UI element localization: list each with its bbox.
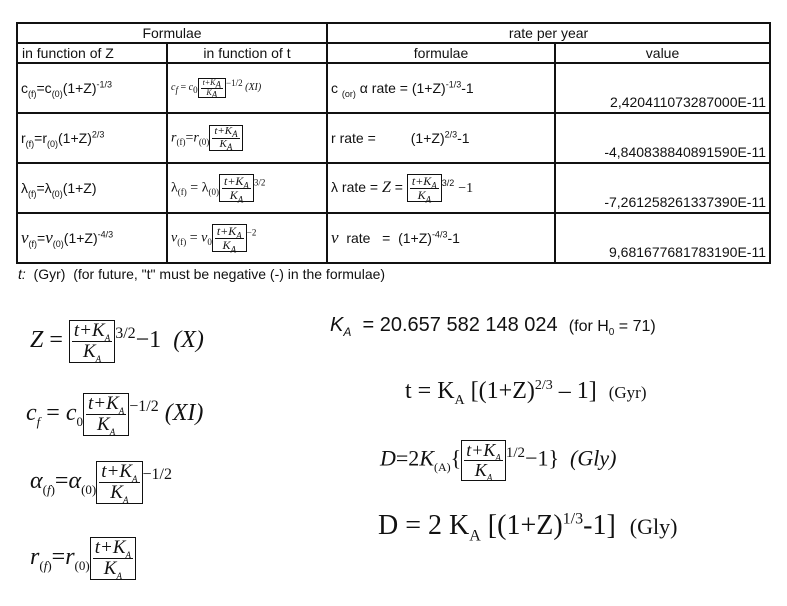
rate-formula-r: r rate = $(1+Z)^{2/3}-1$ bbox=[327, 113, 555, 163]
equation-cf: $c_f = c_0$ $\frac{t+K_A}{K_A}$ $^{-1/2}$ (XI) bbox=[26, 393, 204, 437]
t-eq-tail: [(1+Z) bbox=[464, 378, 535, 404]
z-formula-lambda: $\lambda_{(f)}=\lambda_{(0)}(1+Z)$ bbox=[17, 163, 167, 213]
value-nu: 9,681677681783190E-11 bbox=[555, 213, 770, 263]
equation-alpha: $\alpha_{(f)}=\alpha_{(0)}$ $\frac{t+K_A}{K_A}$ $^{-1/2}$ bbox=[30, 461, 172, 505]
d2-eq-exp: 1/3 bbox=[562, 510, 584, 528]
t-formula-r: $r_{(f)}=r_{(0)}$ $\frac{t+K_A}{K_A}$ bbox=[167, 113, 327, 163]
z-formula-r: $r_{(f)}=r_{(0)}(1+Z)^{2/3}$ bbox=[17, 113, 167, 163]
equation-t: $t = K_A$ $[(1+Z)^{2/3} - 1]$ (Gyr) bbox=[405, 378, 647, 408]
d2-eq-end: -1] bbox=[583, 510, 616, 541]
ka-condition-sub: 0 bbox=[608, 327, 615, 339]
table-row bbox=[17, 63, 770, 113]
col-in-function-t: in function of t bbox=[167, 43, 327, 63]
d2-unit: (Gly) bbox=[629, 514, 678, 539]
value-c: 2,420411073287000E-11 bbox=[555, 63, 770, 113]
col-in-function-z: in function of Z bbox=[17, 43, 167, 63]
table-row bbox=[17, 213, 770, 263]
d2-eq-text: D = 2 K bbox=[378, 510, 470, 541]
ka-label: K bbox=[330, 314, 344, 336]
ka-sub: A bbox=[343, 325, 352, 339]
t-unit: (Gyr) bbox=[608, 383, 647, 402]
rate-formula-nu: ν rate = $(1+Z)^{-4/3}-1$ bbox=[327, 213, 555, 263]
t-formula-lambda: $\lambda_{(f)} = \lambda_{(0)}$ $\frac{t+K_A}{K_A}$ $^{3/2}$ bbox=[167, 163, 327, 213]
t-eq-end: – 1] bbox=[552, 378, 597, 404]
equation-d2: D = 2 $K_A$ $[(1+Z)^{1/3}-1]$ (Gly) bbox=[378, 510, 678, 545]
ka-condition-tail: = 71) bbox=[614, 318, 656, 335]
z-formula-c: $c_{(f)}=c_{(0)}(1+Z)^{-1/3}$ bbox=[17, 63, 167, 113]
t-formula-nu: $\nu_{(f)} = \nu_0$ $\frac{t+K_A}{K_A}$ $^{-2}$ bbox=[167, 213, 327, 263]
t-formula-c: $c_f = c_0$ $\frac{t+K_A}{K_A}$ $^{-1/2}$ (XI) bbox=[167, 63, 327, 113]
d1-unit: (Gly) bbox=[570, 445, 617, 471]
value-r: -4,840838840891590E-11 bbox=[555, 113, 770, 163]
header-formulae: Formulae bbox=[17, 23, 327, 43]
t-eq-exp: 2/3 bbox=[534, 378, 553, 393]
ka-constant bbox=[330, 314, 656, 337]
ka-value: = 20.657 582 148 024 bbox=[362, 314, 558, 336]
equation-x-tag: (X) bbox=[173, 326, 204, 353]
header-rate-per-year: rate per year bbox=[327, 23, 770, 43]
note-text: t: (Gyr) (for future, "t" must be negative (-) in the formulae) bbox=[18, 266, 386, 282]
equation-z: Z = $\frac{t+K_A}{K_A}$ $^{3/2}$−1 (X) bbox=[30, 320, 204, 364]
col-formulae: formulae bbox=[327, 43, 555, 63]
table-row bbox=[17, 163, 770, 213]
equation-d1: $D=2K_{(A)}${ $\frac{t+K_A}{K_A}$ $^{1/2}$−1} (Gly) bbox=[380, 440, 617, 483]
col-value: value bbox=[555, 43, 770, 63]
z-formula-nu: $\nu_{(f)}=\nu_{(0)}(1+Z)^{-4/3}$ bbox=[17, 213, 167, 263]
rate-formula-c: c $_{(or)}$ α rate = $(1+Z)^{-1/3}-1$ bbox=[327, 63, 555, 113]
value-lambda: -7,261258261337390E-11 bbox=[555, 163, 770, 213]
formulae-table bbox=[16, 22, 771, 264]
d2-eq-tail: [(1+Z) bbox=[480, 510, 563, 541]
equation-xi-tag: (XI) bbox=[164, 399, 204, 426]
rate-formula-lambda: λ rate = Z = $\frac{t+K_A}{K_A}$ $^{3/2}$ −1 bbox=[327, 163, 555, 213]
table-row bbox=[17, 113, 770, 163]
equation-r: $r_{(f)}=r_{(0)}$ $\frac{t+K_A}{K_A}$ bbox=[30, 537, 136, 580]
ka-condition: (for H bbox=[568, 318, 609, 335]
t-eq-text: t = K bbox=[405, 378, 455, 404]
